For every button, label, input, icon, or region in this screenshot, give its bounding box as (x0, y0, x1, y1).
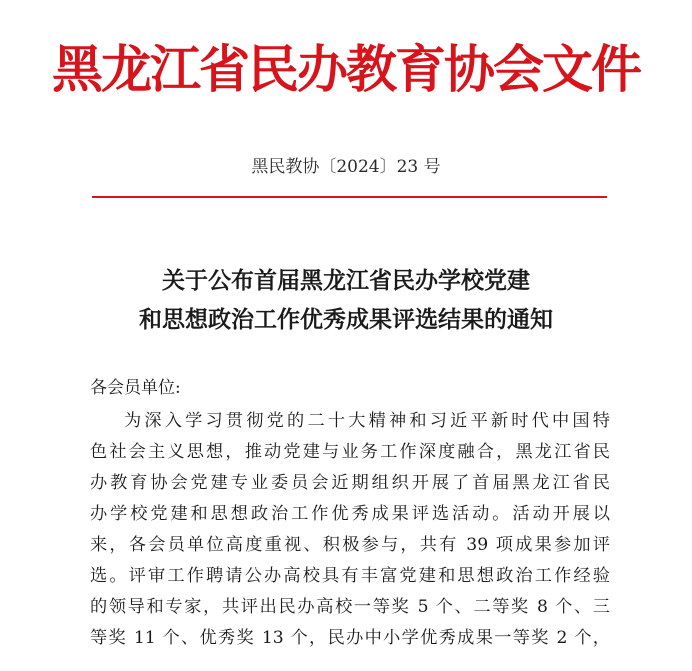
notice-title-line-2: 和思想政治工作优秀成果评选结果的通知 (139, 307, 553, 333)
organization-title: 黑龙江省民办教育协会文件 (51, 41, 640, 100)
document-number: 黑民教协〔2024〕23 号 (251, 157, 441, 177)
salutation: 各会员单位: (90, 378, 181, 398)
header-divider (92, 196, 607, 198)
body-line: 为深入学习贯彻党的二十大精神和习近平新时代中国特 (124, 411, 610, 431)
body-line: 的领导和专家，共评出民办高校一等奖 5 个、二等奖 8 个、三 (90, 597, 610, 617)
body-line: 来，各会员单位高度重视、积极参与，共有 39 项成果参加评 (90, 535, 610, 555)
body-line: 选。评审工作聘请公办高校具有丰富党建和思想政治工作经验 (90, 566, 610, 586)
body-paragraph (90, 406, 610, 654)
document-header (0, 0, 692, 212)
body-line: 等奖 11 个、优秀奖 13 个，民办中小学优秀成果一等奖 2 个， (90, 628, 610, 648)
notice-title (0, 262, 692, 340)
notice-title-line-1: 关于公布首届黑龙江省民办学校党建 (162, 268, 530, 294)
body-line: 办学校党建和思想政治工作优秀成果评选活动。活动开展以 (90, 504, 610, 524)
body-line: 色社会主义思想，推动党建与业务工作深度融合，黑龙江省民 (90, 442, 610, 462)
body-line: 办教育协会党建专业委员会近期组织开展了首届黑龙江省民 (90, 473, 610, 493)
